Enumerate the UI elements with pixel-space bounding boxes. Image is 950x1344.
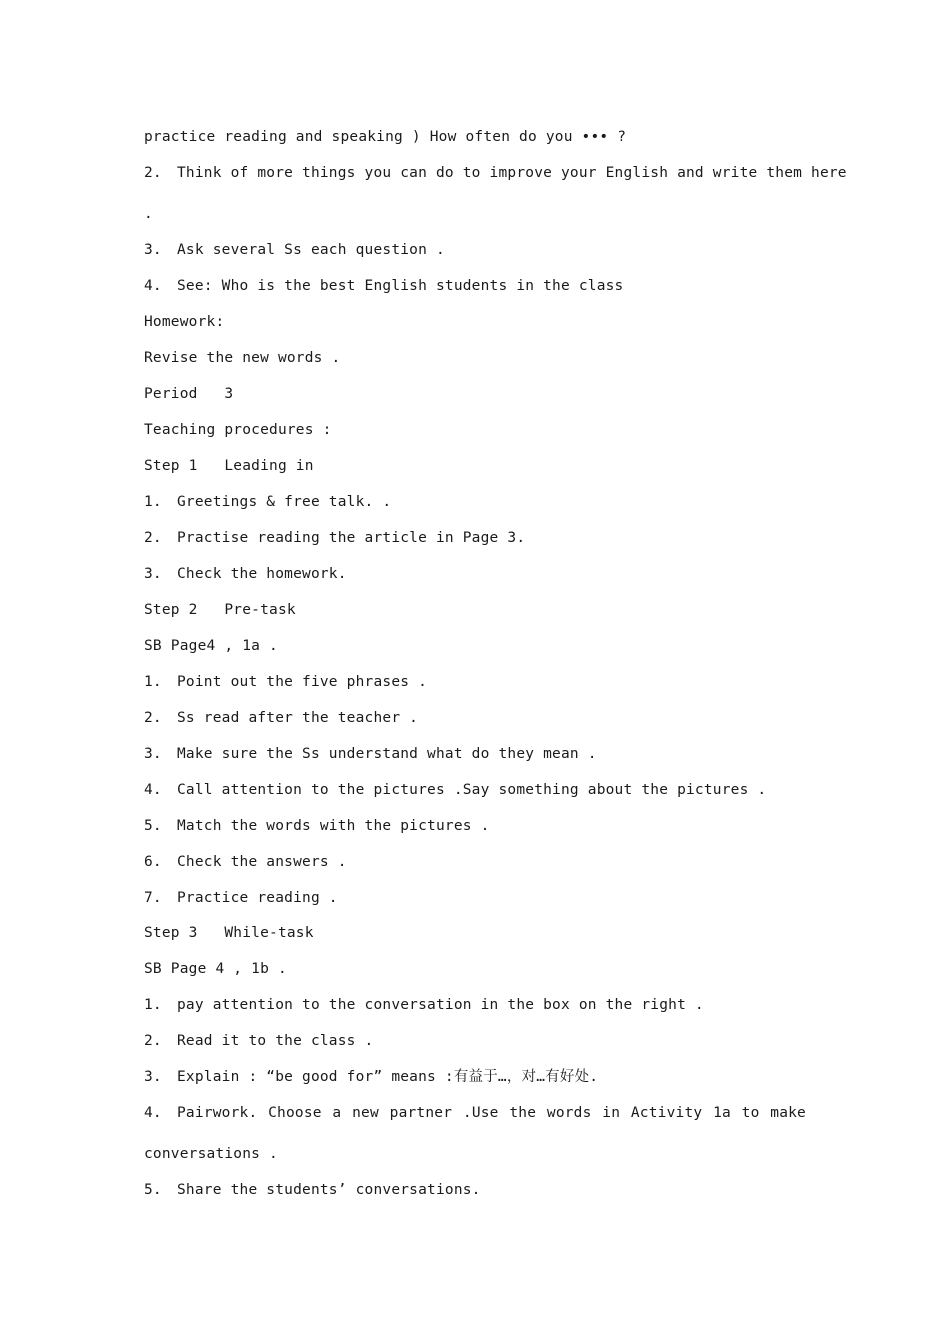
item-text: Ask several Ss each question . bbox=[177, 242, 445, 258]
item-number: 2. bbox=[144, 530, 162, 546]
item-number: 7. bbox=[144, 890, 162, 906]
numbered-item bbox=[144, 995, 704, 1015]
item-number: 2. bbox=[144, 165, 162, 181]
text-line: Revise the new words . bbox=[144, 350, 341, 366]
item-number: 1. bbox=[144, 674, 162, 690]
text-line: SB Page 4 , 1b . bbox=[144, 961, 287, 977]
item-text: Explain : “be good for” means :有益于…，对…有好处. bbox=[177, 1069, 599, 1085]
item-number: 2. bbox=[144, 1033, 162, 1049]
item-number: 5. bbox=[144, 818, 162, 834]
numbered-item bbox=[144, 744, 597, 764]
step-heading: Step 3 While-task bbox=[144, 925, 314, 941]
numbered-item bbox=[144, 492, 391, 512]
numbered-item bbox=[144, 1103, 806, 1123]
item-text: Make sure the Ss understand what do they mean . bbox=[177, 746, 597, 762]
period-heading: Period 3 bbox=[144, 386, 234, 402]
item-number: 4. bbox=[144, 278, 162, 294]
item-text: Think of more things you can do to improve your English and write them here bbox=[177, 165, 847, 181]
item-text: Ss read after the teacher . bbox=[177, 710, 419, 726]
step-heading: Step 1 Leading in bbox=[144, 458, 314, 474]
numbered-item bbox=[144, 1067, 598, 1087]
numbered-item bbox=[144, 163, 847, 183]
item-number: 3. bbox=[144, 746, 162, 762]
item-number: 3. bbox=[144, 1069, 162, 1085]
numbered-item bbox=[144, 1031, 373, 1051]
numbered-item bbox=[144, 240, 445, 260]
numbered-item bbox=[144, 780, 766, 800]
item-text: Check the homework. bbox=[177, 566, 347, 582]
item-text: Check the answers . bbox=[177, 854, 347, 870]
item-text: Match the words with the pictures . bbox=[177, 818, 490, 834]
section-heading: Homework: bbox=[144, 314, 225, 330]
step-heading: Step 2 Pre-task bbox=[144, 602, 296, 618]
item-text: Share the students’ conversations. bbox=[177, 1182, 481, 1198]
item-text: pay attention to the conversation in the box on the right . bbox=[177, 997, 704, 1013]
item-text: Read it to the class . bbox=[177, 1033, 374, 1049]
text-line: practice reading and speaking ) How often do you ••• ? bbox=[144, 129, 627, 145]
numbered-item bbox=[144, 528, 525, 548]
text-line: . bbox=[144, 206, 153, 222]
item-number: 1. bbox=[144, 494, 162, 510]
item-number: 1. bbox=[144, 997, 162, 1013]
item-number: 6. bbox=[144, 854, 162, 870]
item-text: Point out the five phrases . bbox=[177, 674, 428, 690]
item-number: 5. bbox=[144, 1182, 162, 1198]
numbered-item bbox=[144, 1180, 481, 1200]
numbered-item bbox=[144, 276, 624, 296]
numbered-item bbox=[144, 564, 347, 584]
item-number: 2. bbox=[144, 710, 162, 726]
section-heading: Teaching procedures : bbox=[144, 422, 332, 438]
numbered-item bbox=[144, 852, 347, 872]
item-number: 4. bbox=[144, 1105, 162, 1121]
item-text: Call attention to the pictures .Say something about the pictures . bbox=[177, 782, 767, 798]
item-text: Pairwork. Choose a new partner .Use the words in Activity 1a to make bbox=[177, 1105, 806, 1121]
item-number: 4. bbox=[144, 782, 162, 798]
item-text: Greetings & free talk. . bbox=[177, 494, 392, 510]
item-number: 3. bbox=[144, 566, 162, 582]
numbered-item bbox=[144, 708, 418, 728]
item-text: Practice reading . bbox=[177, 890, 338, 906]
numbered-item bbox=[144, 888, 338, 908]
item-text: Practise reading the article in Page 3. bbox=[177, 530, 526, 546]
text-line: conversations . bbox=[144, 1146, 278, 1162]
item-text: See: Who is the best English students in the class bbox=[177, 278, 624, 294]
item-number: 3. bbox=[144, 242, 162, 258]
numbered-item bbox=[144, 816, 490, 836]
text-line: SB Page4 , 1a . bbox=[144, 638, 278, 654]
numbered-item bbox=[144, 672, 427, 692]
